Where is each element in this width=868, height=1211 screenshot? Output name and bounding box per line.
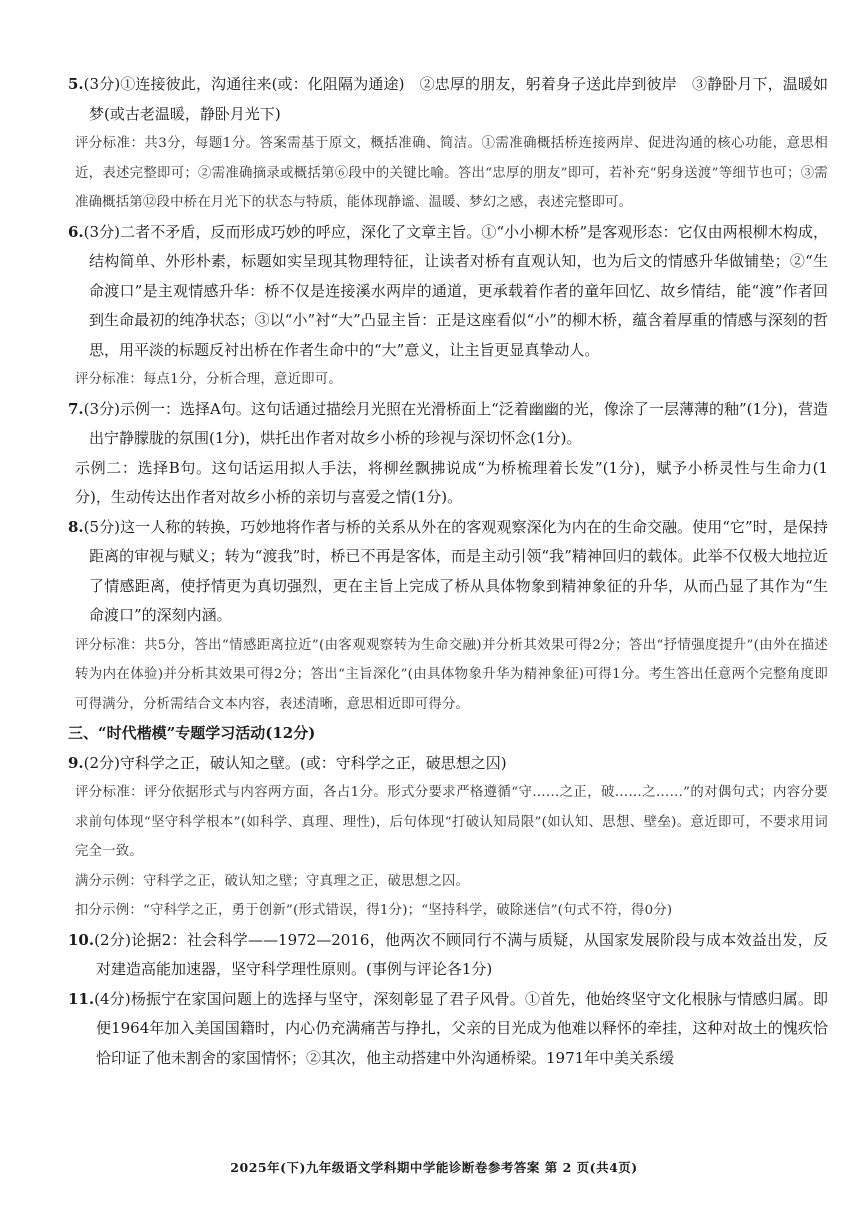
scoring-criteria: 评分标准：共5分，答出“情感距离拉近”(由客观观察转为生命交融)并分析其效果可得2分；答出“抒情强度提升”(由外在描述转为内在体验)并分析其效果可得2分；答出“主旨深化”(由具体物象升华为精神象征)可得1分。考生答出任意两个完整角度即可得满分，分析需结合文本内容，表述清晰，意思相近即可得分。 xyxy=(75,637,828,712)
deduction-example: 扣分示例：“守科学之正，勇于创新”(形式错误，得1分)；“坚持科学，破除迷信”(句式不符，得0分) xyxy=(75,903,673,918)
scoring-criteria: 评分标准：每点1分，分析合理，意近即可。 xyxy=(75,372,342,387)
question-number: 6. xyxy=(68,222,84,241)
question-number: 11. xyxy=(68,989,95,1008)
question-answer: (2分)守科学之正，破认知之壁。(或：守科学之正，破思想之囚) xyxy=(83,753,507,772)
question-number: 5. xyxy=(68,75,84,93)
question-6 xyxy=(68,218,828,366)
question-10 xyxy=(68,926,828,985)
question-number: 8. xyxy=(68,517,84,536)
question-answer: (5分)这一人称的转换，巧妙地将作者与桥的关系从外在的客观观察深化为内在的生命交融。使用“它”时，是保持距离的审视与赋义；转为“渡我”时，桥已不再是客体，而是主动引领“我”精神回归的载体。此举不仅极大地拉近了情感距离，使抒情更为真切强烈，更在主旨上完成了桥从具体物象到精神象征的升华，从而凸显了其作为“生命渡口”的深刻内涵。 xyxy=(83,517,828,624)
full-score-example: 满分示例：守科学之正，破认知之壁；守真理之正，破思想之囚。 xyxy=(75,873,470,889)
question-answer: (2分)论据2：社会科学——1972—2016，他两次不顾同行不满与质疑，从国家发展阶段与成本效益出发，反对建造高能加速器，坚守科学理性原则。(事例与评论各1分) xyxy=(94,930,828,978)
section-heading: 三、“时代楷模”专题学习活动(12分) xyxy=(68,724,316,742)
question-number: 9. xyxy=(68,753,84,772)
question-number: 10. xyxy=(68,930,95,949)
example-answer-2: 示例二：选择B句。这句话运用拟人手法，将柳丝飘拂说成“为桥梳理着长发”(1分)，赋予小桥灵性与生命力(1分)，生动传达出作者对故乡小桥的亲切与喜爱之情(1分)。 xyxy=(75,458,828,506)
question-answer: (3分)二者不矛盾，反而形成巧妙的呼应，深化了文章主旨。①“小小柳木桥”是客观形态：它仅由两根柳木构成，结构简单、外形朴素，标题如实呈现其物理特征，让读者对桥有直观认知，也为后文的情感升华做铺垫；②“生命渡口”是主观情感升华：桥不仅是连接溪水两岸的通道，更承载着作者的童年回忆、故乡情结，能“渡”作者回到生命最初的纯净状态；③以“小”衬“大”凸显主旨：正是这座看似“小”的柳木桥，蕴含着厚重的情感与深刻的哲思，用平淡的标题反衬出桥在作者生命中的“大”意义，让主旨更显真挚动人。 xyxy=(83,222,829,359)
scoring-criteria: 评分标准：共3分，每题1分。答案需基于原文，概括准确、简洁。①需准确概括桥连接两岸、促进沟通的核心功能，意思相近，表述完整即可；②需准确摘录或概括第⑥段中的关键比喻。答出“忠厚的朋友”即可，若补充“躬身送渡”等细节也可；③需准确概括第⑫段中桥在月光下的状态与特质，能体现静谧、温暖、梦幻之感，表述完整即可。 xyxy=(75,136,828,210)
page-content xyxy=(68,70,828,1073)
question-5 xyxy=(68,70,828,129)
question-answer: (3分)示例一：选择A句。这句话通过描绘月光照在光滑桥面上“泛着幽幽的光，像涂了一层薄薄的釉”(1分)，营造出宁静朦胧的氛围(1分)，烘托出作者对故乡小桥的珍视与深切怀念(1分)。 xyxy=(83,399,828,447)
scoring-criteria: 评分标准：评分依据形式与内容两方面，各占1分。形式分要求严格遵循“守……之正，破……之……”的对偶句式；内容分要求前句体现“坚守科学根本”(如科学、真理、理性)，后句体现“打破认知局限”(如认知、思想、壁垒)。意近即可，不要求用词完全一致。 xyxy=(75,785,828,859)
question-answer: (4分)杨振宁在家国问题上的选择与坚守，深刻彰显了君子风骨。①首先，他始终坚守文化根脉与情感归属。即便1964年加入美国国籍时，内心仍充满痛苦与挣扎，父亲的目光成为他难以释怀的牵挂，这种对故土的愧疚恰恰印证了他未割舍的家国情怀；②其次，他主动搭建中外沟通桥梁。1971年中美关系缓 xyxy=(94,989,828,1067)
question-answer: (3分)①连接彼此，沟通往来(或：化阻隔为通途) ②忠厚的朋友，躬着身子送此岸到彼岸 ③静卧月下，温暖如梦(或古老温暖，静卧月光下) xyxy=(83,75,828,123)
question-7 xyxy=(68,395,828,454)
question-8 xyxy=(68,513,828,631)
page-footer: 2025年(下)九年级语文学科期中学能诊断卷参考答案 第 2 页(共4页) xyxy=(230,1160,638,1175)
question-11 xyxy=(68,985,828,1074)
question-number: 7. xyxy=(68,399,84,418)
question-9 xyxy=(68,749,828,779)
